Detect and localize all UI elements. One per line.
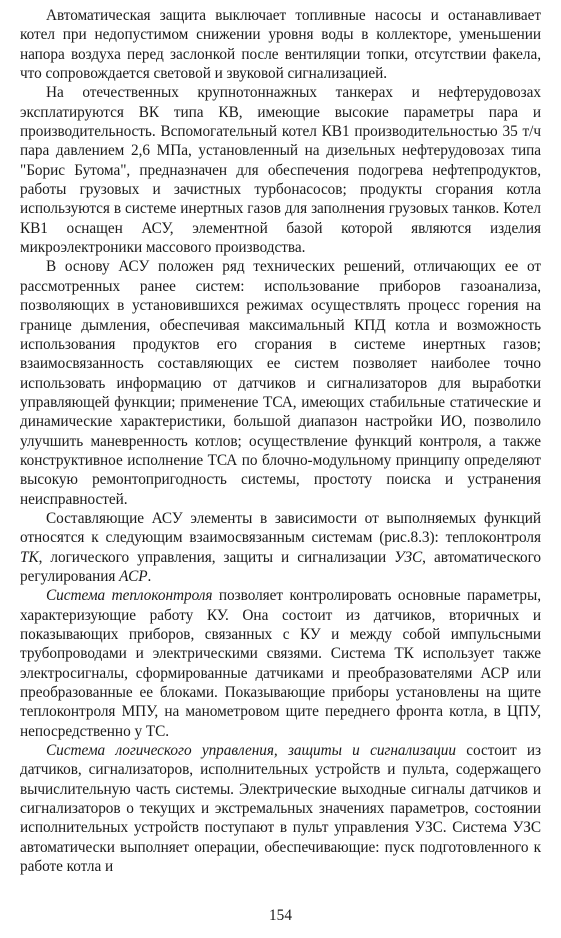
text-run: Составляющие АСУ элементы в зависимости от выполняемых функций относятся к следующим взаимосвязанным системам (рис.8.3): теплоконтроля bbox=[20, 509, 541, 547]
abbr-asr: АСР bbox=[119, 567, 148, 585]
paragraph-automatic-protection: Автоматическая защита выключает топливные насосы и останавливает котел при недопустимом снижении уровня воды в коллекторе, уменьшении напора воздуха перед заслонкой после вентиляции топки, отсутствии факела, что сопровождается световой и звуковой сигнализацией. bbox=[20, 7, 541, 83]
text-run: . bbox=[147, 567, 152, 585]
italic-heading: Система теплоконтроля bbox=[46, 587, 213, 605]
text-run: , логического управления, защиты и сигнализации bbox=[38, 548, 395, 566]
text-run: , автоматического регулирования bbox=[20, 548, 542, 585]
document-page bbox=[20, 6, 541, 876]
paragraph-logic-control bbox=[20, 741, 541, 876]
paragraph-asu-systems bbox=[20, 509, 541, 586]
abbr-uzs: УЗС bbox=[394, 548, 423, 566]
paragraph-kv-boilers: На отечественных крупнотоннажных танкерах и нефтерудовозах эксплатируются ВК типа КВ, имеющие высокие параметры пара и производительность. Вспомогательный котел КВ1 производительностью 35 т/ч пара давлением 2,6 МПа, установленный на дизельных нефтерудовозах типа "Борис Бутома", предназначен для обеспечения подогрева нефтепродуктов, работы грузовых и зачистных турбонасосов; продукты сгорания котла используются в системе инертных газов для заполнения грузовых танков. Котел КВ1 оснащен АСУ, элементной базой которой являются изделия микроэлектроники массового производства. bbox=[20, 84, 541, 257]
text-run: состоит из датчиков, сигнализаторов, исполнительных устройств и пульта, содержащего вычислительную часть системы. Электрические выходные сигналы датчиков и сигнализаторов о текущих и экстремальных значениях параметров, состоянии исполнительных устройств поступают в пульт управления УЗС. Система УЗС автоматически выполняет операции, обеспечивающие: пуск подготовленного к работе котла и bbox=[20, 742, 541, 876]
abbr-tk: ТК bbox=[20, 548, 39, 566]
text-run: позволяет контролировать основные параметры, характеризующие работу КУ. Она состоит из датчиков, вторичных и показывающих приборов, связанных с КУ и между собой импульсными трубопроводами и электрическими связями. Система ТК использует также электросигналы, сформированные датчиками и преобразователями АСР или преобразованные ее блоками. Показывающие приборы установлены на щите теплоконтроля МПУ, на манометровом щите переднего фронта котла, в ЦПУ, непосредственно у ТС. bbox=[20, 587, 542, 740]
italic-heading: Система логического управления, защиты и сигнализации bbox=[46, 742, 457, 760]
paragraph-heat-control bbox=[20, 586, 541, 741]
paragraph-asu-solutions: В основу АСУ положен ряд технических решений, отличающих ее от рассмотренных ранее систем: использование приборов газоанализа, позволяющих в установившихся режимах осуществлять процесс горения на границе дымления, обеспечивая максимальный КПД котла и возможность использования продуктов его сгорания в системе инертных газов; взаимосвязанность составляющих ее систем позволяет наиболее точно использовать информацию от датчиков и сигнализаторов для выработки управляющей функции; применение ТСА, имеющих стабильные статические и динамические характеристики, большой диапазон настройки ИО, позволило улучшить маневренность котлов; осуществление функций контроля, а также конструктивное исполнение ТСА по блочно-модульному принципу определяют высокую ремонтопригодность системы, простоту поиска и устранения неисправностей. bbox=[20, 258, 541, 508]
page-number: 154 bbox=[269, 907, 292, 924]
